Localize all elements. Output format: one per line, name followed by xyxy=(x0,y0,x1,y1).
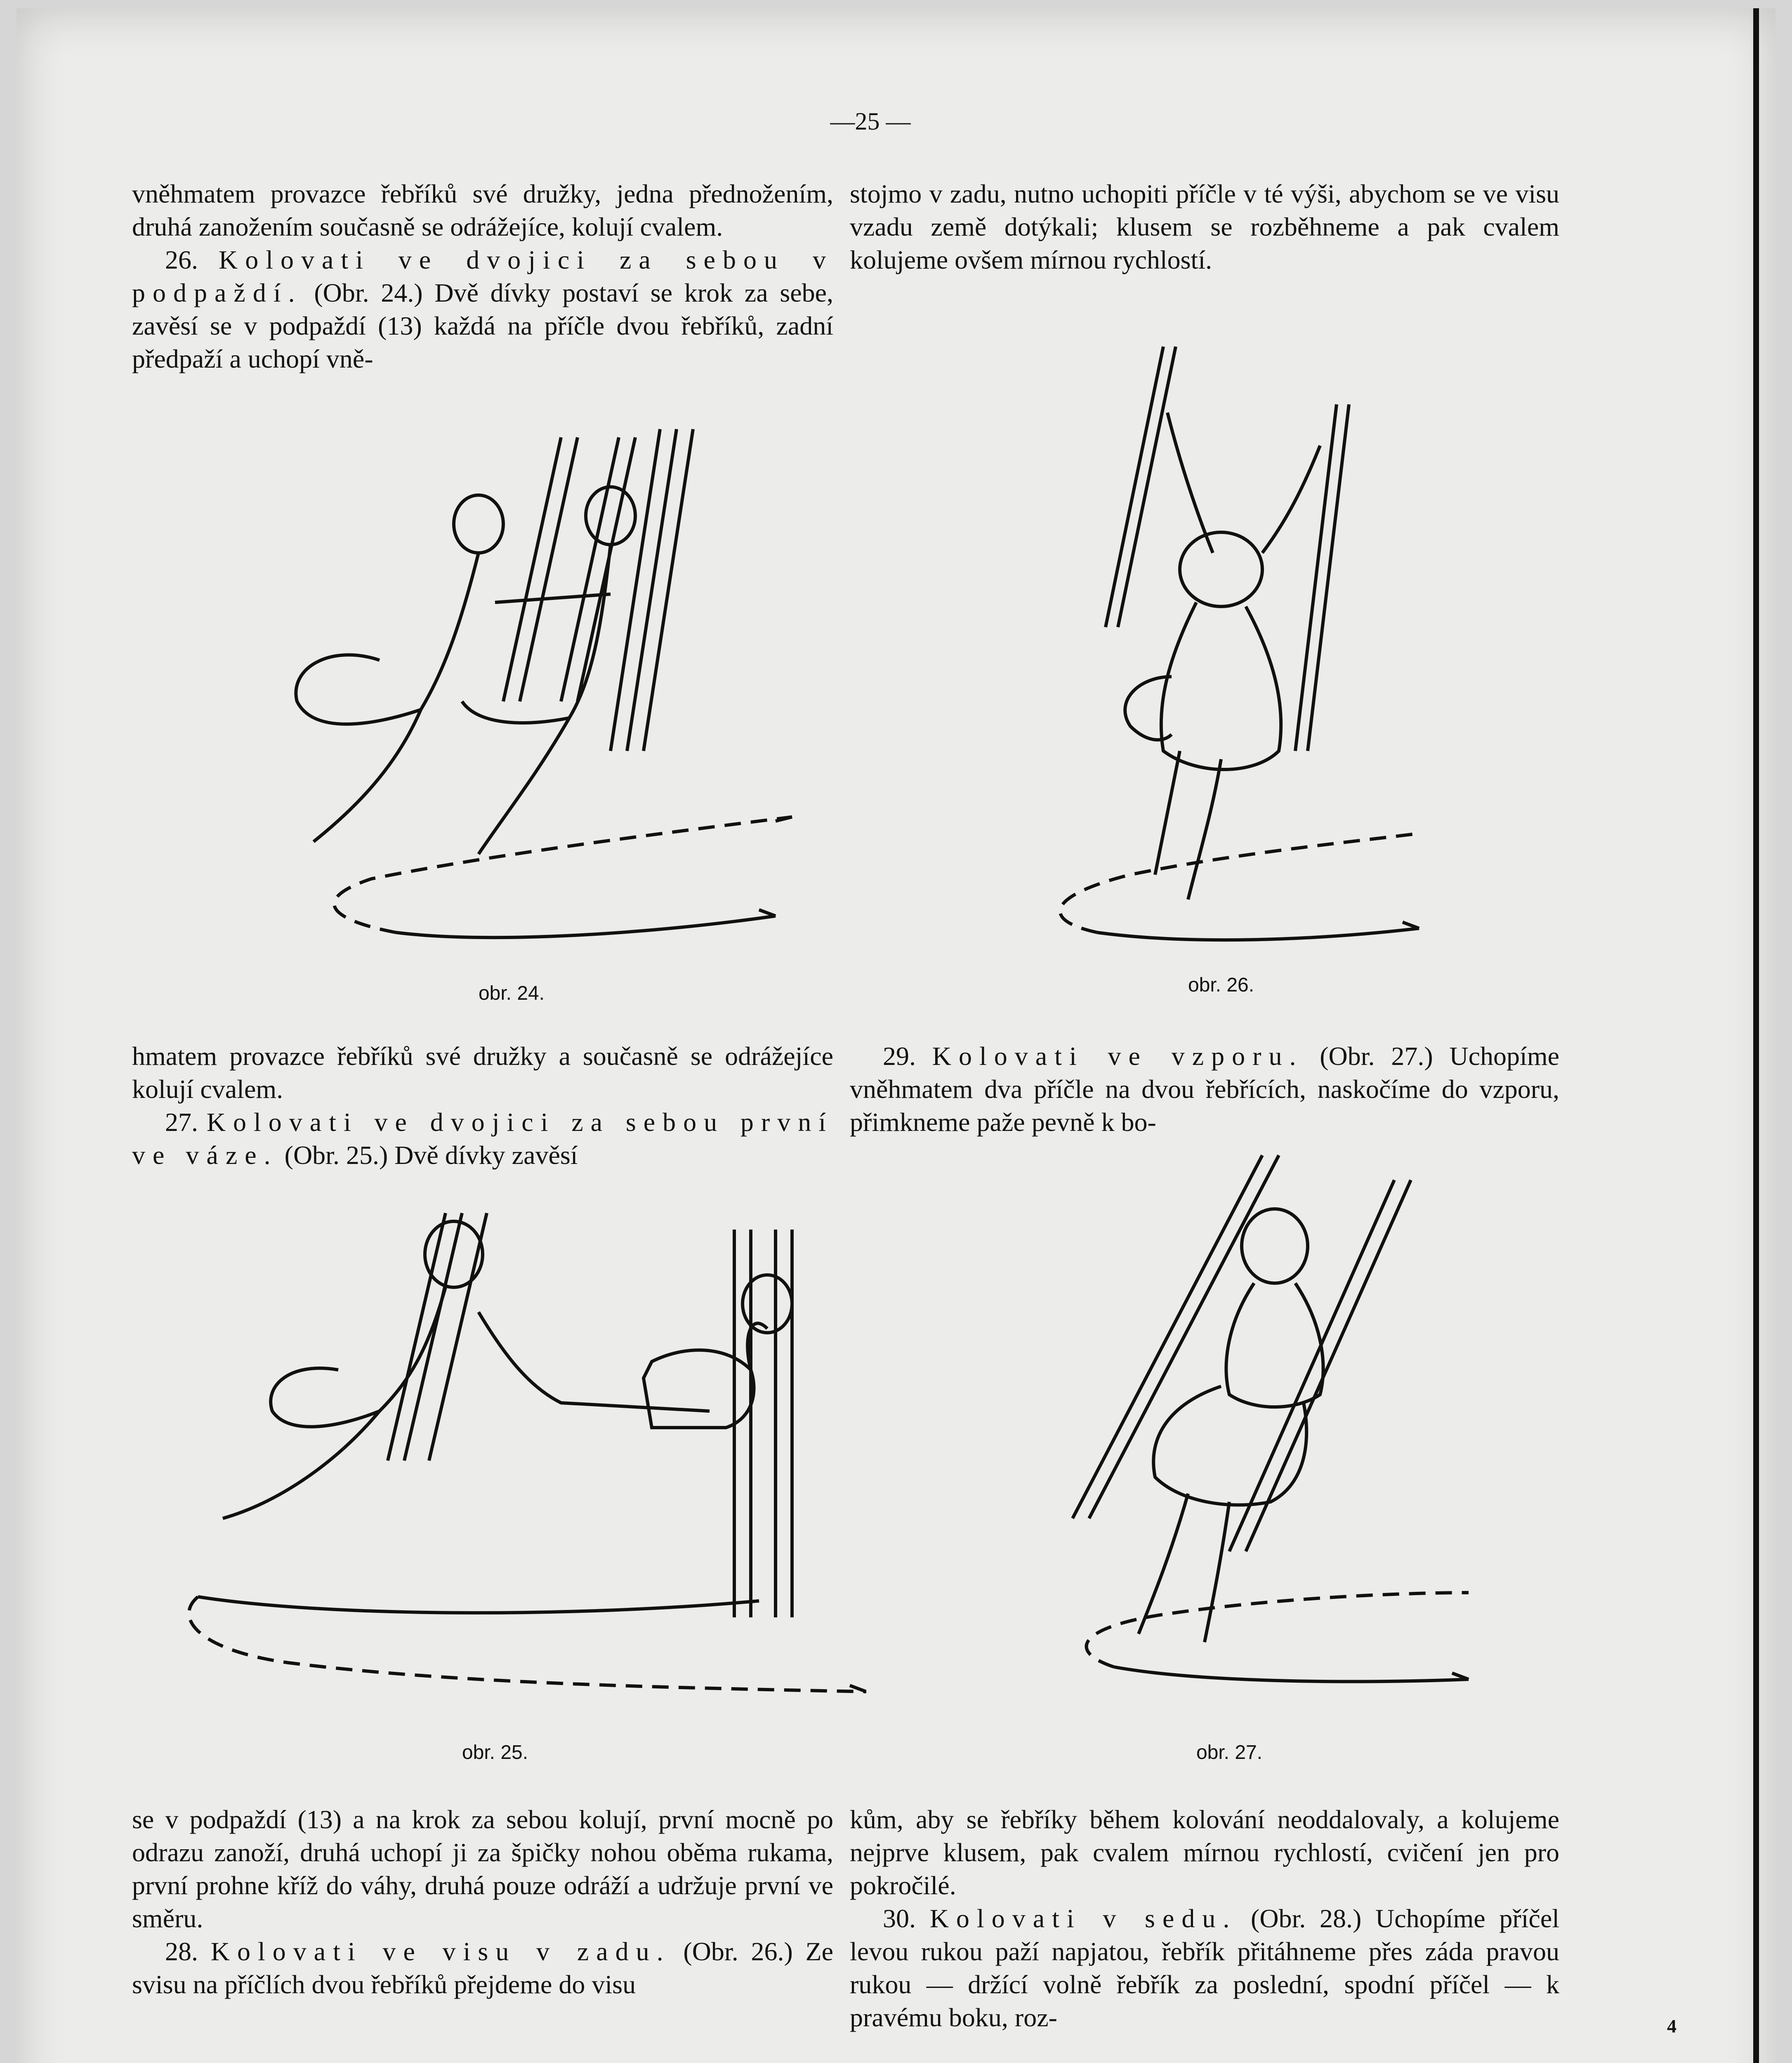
figure-27 xyxy=(998,1147,1485,1725)
girl-rear-hang-drawing xyxy=(982,338,1452,949)
item-number: 30. xyxy=(883,1904,916,1933)
figure-27-caption: obr. 27. xyxy=(1196,1742,1263,1763)
paragraph-continuation: stojmo v zadu, nutno uchopiti příčle v té výši, abychom se ve visu vzadu země dotýkali; klusem se rozběhneme a pak cvalem kolujeme ovšem mírnou rychlostí. xyxy=(850,179,1559,274)
text-column-mid-left xyxy=(132,1040,833,1172)
signature-mark: 4 xyxy=(1667,2016,1676,2037)
page-number: —25 — xyxy=(830,108,911,135)
item-title: Kolovati ve dvojici za sebou v podpaždí. xyxy=(132,245,834,307)
item-title: Kolovati ve dvojici za sebou první ve váze. xyxy=(132,1107,834,1170)
girl-support-on-ladders-drawing xyxy=(998,1147,1485,1725)
figure-reference: (Obr. 24.) xyxy=(314,278,423,307)
item-title: Kolovati ve vzporu. xyxy=(932,1041,1304,1071)
figure-24 xyxy=(248,413,833,965)
item-number: 29. xyxy=(883,1041,916,1071)
paragraph-continuation: hmatem provazce řebříků své družky a současně se odrážejíce kolují cvalem. xyxy=(132,1041,833,1104)
paragraph-item-27 xyxy=(132,1106,833,1172)
text-column-top-right xyxy=(850,177,1559,276)
paragraph-continuation: vněhmatem provazce řebříků své družky, jedna přednožením, druhá zanožením současně se odrážejíce, kolují cvalem. xyxy=(132,179,833,241)
figure-26 xyxy=(982,338,1452,949)
text-column-top-left xyxy=(132,177,833,375)
text-column-bottom-right xyxy=(850,1803,1559,2034)
text-column-mid-right xyxy=(850,1040,1559,1139)
item-number: 27. xyxy=(165,1107,198,1137)
item-text: Uchopíme příčel levou rukou paží napjatou, řebřík přitáhneme přes záda pravou rukou — držící volně řebřík za poslední, spodní příčel — k pravému boku, roz- xyxy=(850,1904,1559,2032)
figure-reference: (Obr. 25.) xyxy=(284,1140,388,1170)
page-edge-shadow xyxy=(1753,8,1759,2063)
figure-26-caption: obr. 26. xyxy=(1188,974,1254,996)
item-number: 28. xyxy=(165,1937,198,1966)
item-title: Kolovati ve visu v zadu. xyxy=(210,1937,671,1966)
paragraph-item-29 xyxy=(850,1040,1559,1139)
figure-reference: (Obr. 27.) xyxy=(1320,1041,1433,1071)
item-text: Dvě dívky zavěsí xyxy=(394,1140,578,1170)
text-column-bottom-left xyxy=(132,1803,833,2001)
figure-25-caption: obr. 25. xyxy=(462,1742,528,1763)
figure-25 xyxy=(165,1205,866,1733)
two-girls-horizontal-scale-drawing xyxy=(165,1205,866,1733)
book-page xyxy=(17,8,1775,2063)
item-number: 26. xyxy=(165,245,198,274)
item-text: Uchopíme vněhmatem dva příčle na dvou řebřících, naskočíme do vzporu, přimkneme paže pevně k bo- xyxy=(850,1041,1559,1137)
paragraph-item-26 xyxy=(132,243,833,375)
paragraph-item-28 xyxy=(132,1935,833,2001)
figure-reference: (Obr. 28.) xyxy=(1251,1904,1362,1933)
paragraph-item-30 xyxy=(850,1902,1559,2034)
paragraph-continuation: se v podpaždí (13) a na krok za sebou kolují, první mocně po odrazu zanoží, druhá uchopí ji za špičky nohou oběma rukama, první prohne kříž do váhy, druhá pouze odráží a udržuje první ve směru. xyxy=(132,1805,833,1933)
paragraph-continuation: kům, aby se řebříky během kolování neoddalovaly, a kolujeme nejprve klusem, pak cvalem mírnou rychlostí, cvičení jen pro pokročilé. xyxy=(850,1805,1559,1900)
two-girls-swinging-in-armpit-hang-drawing xyxy=(248,413,833,965)
item-text: Ze svisu na příčlích dvou řebříků přejdeme do visu xyxy=(132,1937,833,1999)
figure-reference: (Obr. 26.) xyxy=(683,1937,793,1966)
item-text: Dvě dívky postaví se krok za sebe, zavěsí se v podpaždí (13) každá na příčle dvou řebříků, zadní předpaží a uchopí vně- xyxy=(132,278,834,373)
figure-24-caption: obr. 24. xyxy=(478,982,545,1004)
item-title: Kolovati v sedu. xyxy=(929,1904,1237,1933)
